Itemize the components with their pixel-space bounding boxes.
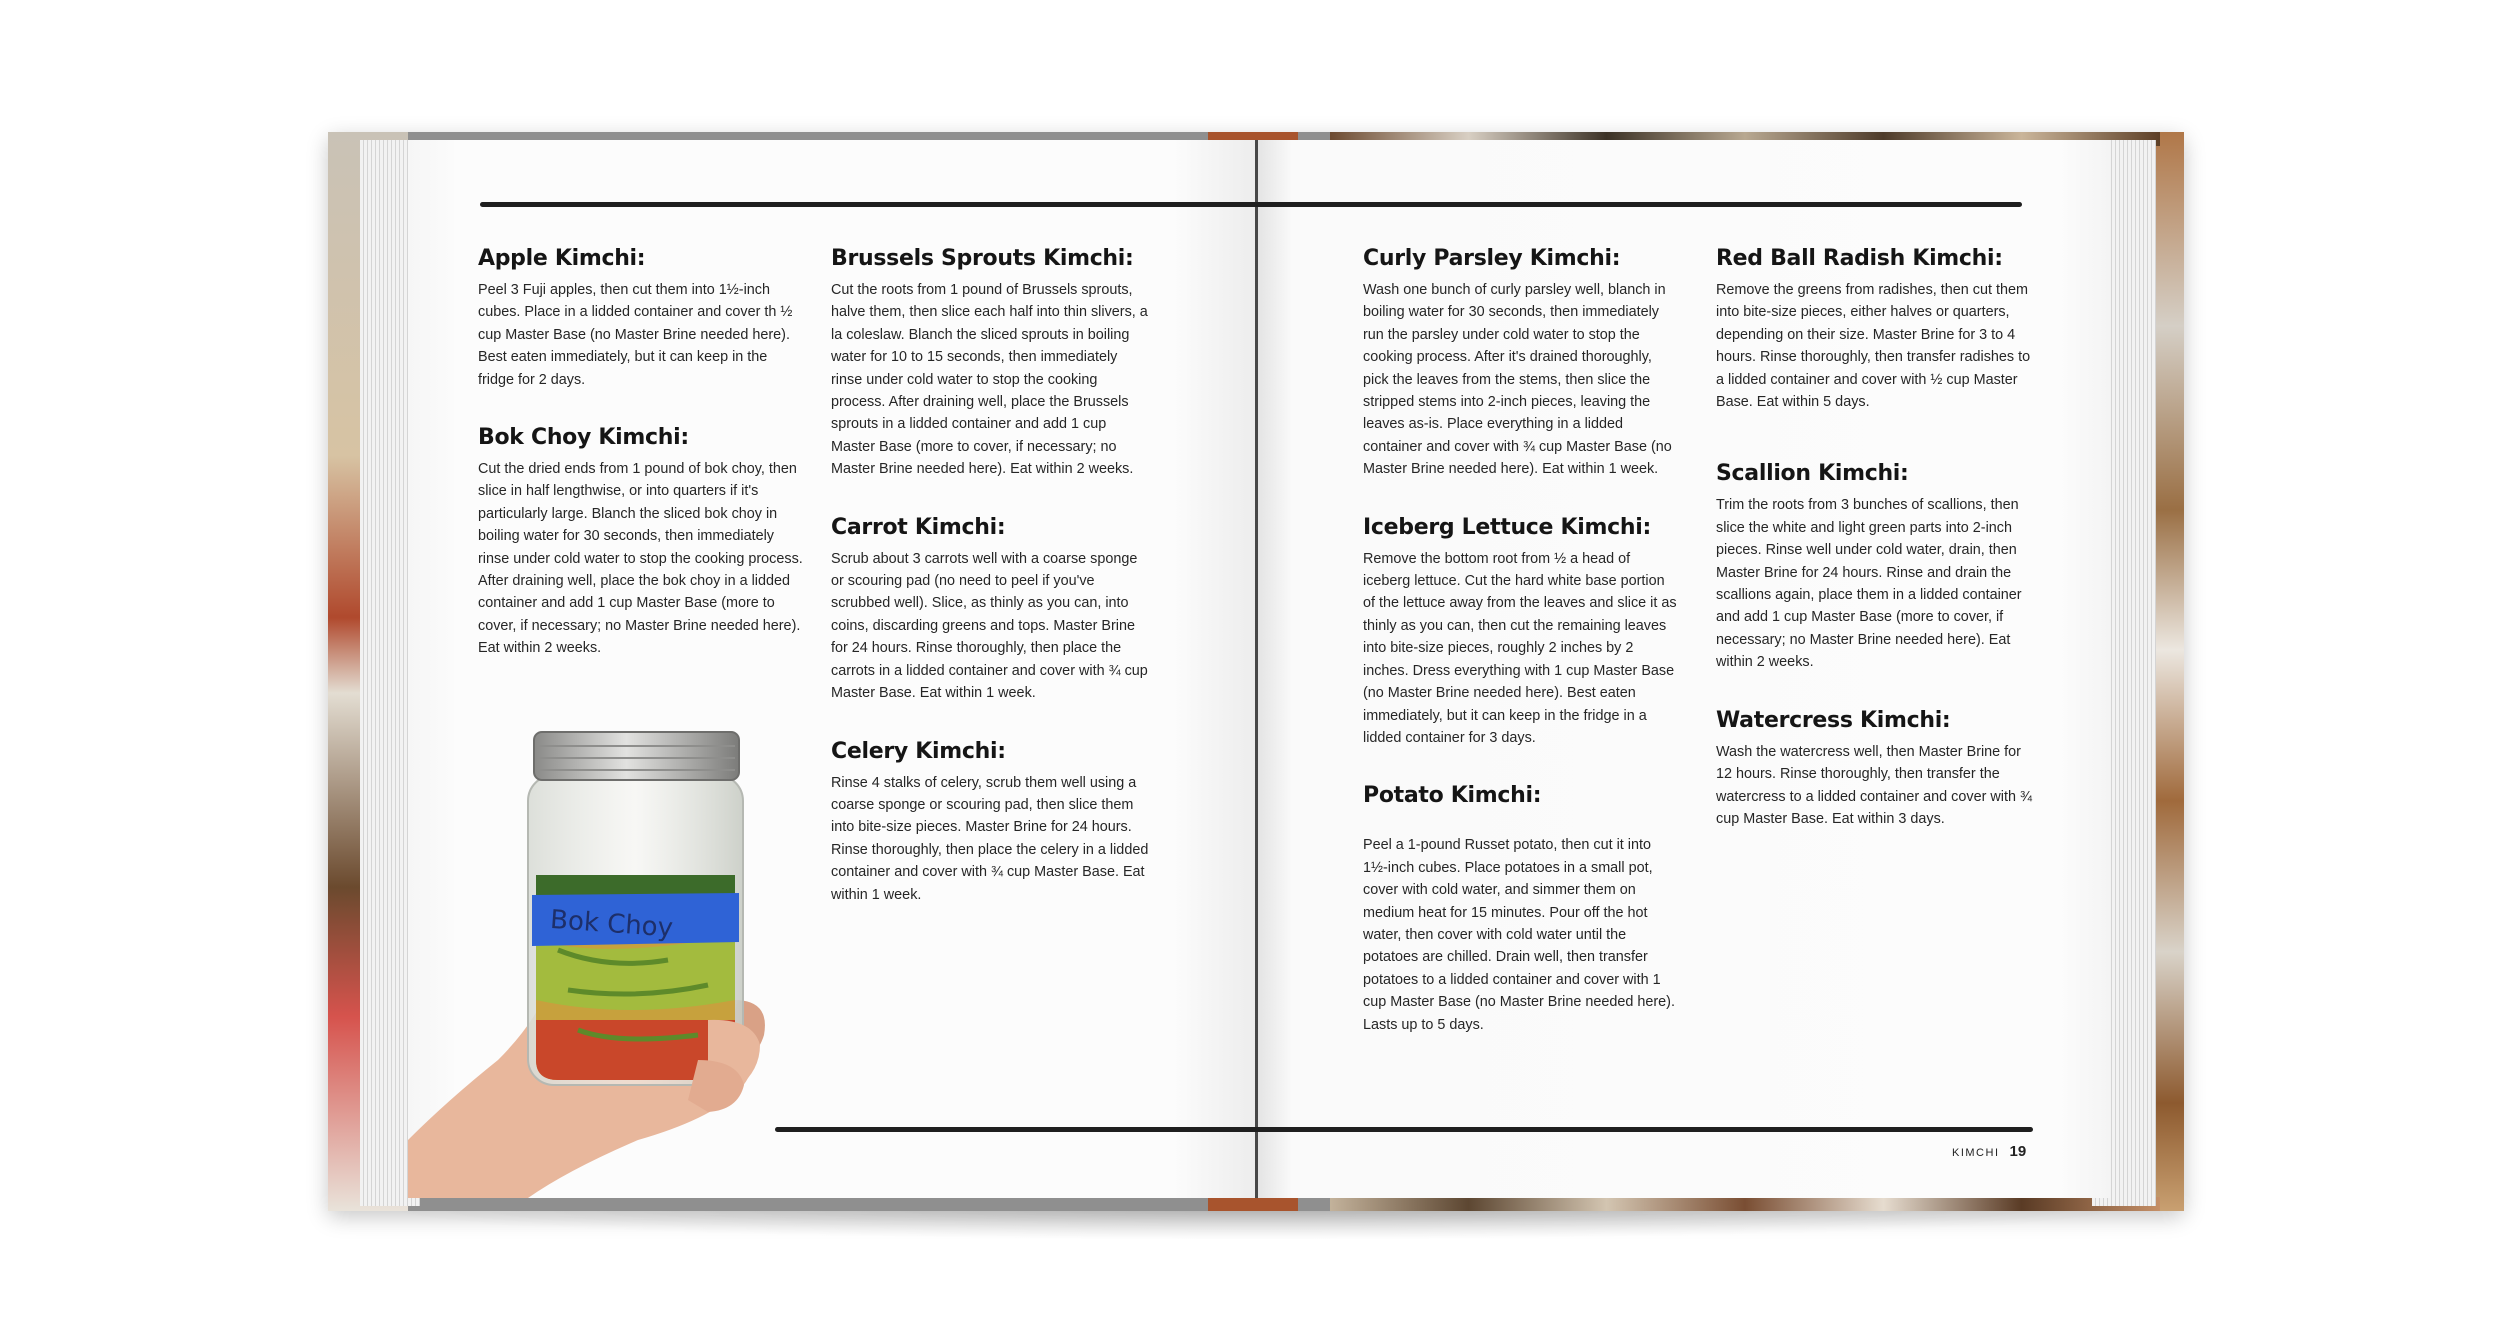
spine-headband-bottom — [1208, 1198, 1298, 1211]
recipe-body: Peel 3 Fuji apples, then cut them into 1½-inch cubes. Place in a lidded container and cover th ½ cup Master Base (no Master Brine needed here). Best eaten immediately, but it can keep in the fridge for 2 days. — [478, 282, 793, 388]
recipe-title: Curly Parsley Kimchi: — [1363, 246, 1621, 271]
recipe-potato-kimchi — [1363, 783, 1678, 1036]
recipe-body: Wash one bunch of curly parsley well, blanch in boiling water for 30 seconds, then immediately run the parsley under cold water to stop the cooking process. After it's drained thoroughly, pick the leaves from the stems, then slice the stripped stems into 2-inch pieces, leaving the leaves as-is. Place everything in a lidded container and cover with ¾ cup Master Base (no Master Brine needed here). Eat within 1 week. — [1363, 282, 1672, 478]
bok-choy-jar-photo — [408, 700, 808, 1198]
cover-photo-edge-bottom — [1330, 1197, 2160, 1211]
recipe-title: Red Ball Radish Kimchi: — [1716, 246, 2003, 271]
bottom-rule — [775, 1127, 2033, 1132]
recipe-body: Trim the roots from 3 bunches of scallions, then slice the white and light green parts into 2-inch pieces. Rinse well under cold water, drain, then Master Brine for 24 hours. Rinse and drain the scallions again, place them in a lidded container and add 1 cup Master Base (more to cover, if necessary; no Master Brine needed here). Eat within 2 weeks. — [1716, 497, 2022, 671]
recipe-body: Cut the roots from 1 pound of Brussels sprouts, halve them, then slice each half into thin slivers, a la coleslaw. Blanch the sliced sprouts in boiling water for 10 to 15 seconds, then immediately rinse under cold water to stop the cooking process. After draining well, place the Brussels sprouts in a lidded container and add 1 cup Master Base (more to cover, if necessary; no Master Brine needed here). Eat within 2 weeks. — [831, 282, 1148, 478]
recipe-body: Remove the bottom root from ½ a head of iceberg lettuce. Cut the hard white base portion of the lettuce away from the leaves and slice it as thinly as you can, then cut the remaining leaves into bite-size pieces, roughly 2 inches by 2 inches. Dress everything with 1 cup Master Base (no Master Brine needed here). Best eaten immediately, but it can keep in the fridge in a lidded container for 3 days. — [1363, 550, 1677, 746]
page-number: 19 — [2009, 1143, 2027, 1160]
recipe-apple-kimchi — [478, 246, 803, 391]
recipe-title: Apple Kimchi: — [478, 246, 646, 271]
recipe-curly-parsley-kimchi — [1363, 246, 1678, 481]
recipe-bok-choy-kimchi — [478, 425, 803, 660]
recipe-brussels-sprouts-kimchi — [831, 246, 1149, 481]
right-page-column-1 — [1363, 246, 1678, 1070]
top-rule — [480, 202, 2022, 207]
recipe-iceberg-lettuce-kimchi — [1363, 515, 1678, 750]
recipe-title: Brussels Sprouts Kimchi: — [831, 246, 1134, 271]
recipe-watercress-kimchi — [1716, 708, 2036, 831]
recipe-body: Wash the watercress well, then Master Brine for 12 hours. Rinse thoroughly, then transfer the watercress to a lidded container and cover with ¾ cup Master Base. Eat within 3 days. — [1716, 743, 2032, 827]
recipe-body: Scrub about 3 carrots well with a coarse sponge or scouring pad (no need to peel if you've scrubbed well). Slice, as thinly as you can, into coins, discarding greens and tops. Master Brine for 24 hours. Rinse thoroughly, then place the carrots in a lidded container and cover with ¾ cup Master Base. Eat within 1 week. — [831, 550, 1148, 702]
recipe-title: Scallion Kimchi: — [1716, 461, 1909, 487]
recipe-body: Remove the greens from radishes, then cut them into bite-size pieces, either halves or quarters, depending on their size. Master Brine for 3 to 4 hours. Rinse thoroughly, then transfer radishes to a lidded container and cover with ½ cup Master Base. Eat within 5 days. — [1716, 282, 2031, 411]
book-gutter — [1255, 140, 1258, 1198]
recipe-scallion-kimchi — [1716, 461, 2036, 673]
recipe-title: Celery Kimchi: — [831, 738, 1006, 764]
recipe-title: Bok Choy Kimchi: — [478, 425, 689, 451]
left-page-column-1 — [478, 246, 803, 694]
recipe-body: Rinse 4 stalks of celery, scrub them well using a coarse sponge or scouring pad, then slice them into bite-size pieces. Master Brine for 24 hours. Rinse thoroughly, then place the celery in a lidded container and cover with ¾ cup Master Base. Eat within 1 week. — [831, 774, 1149, 903]
right-page-column-2 — [1716, 246, 2036, 864]
recipe-red-ball-radish-kimchi — [1716, 246, 2036, 413]
recipe-celery-kimchi — [831, 739, 1149, 906]
recipe-body: Cut the dried ends from 1 pound of bok choy, then slice in half lengthwise, or into quarters if it's particularly large. Blanch the sliced bok choy in boiling water for 30 seconds, then immediately rinse under cold water to stop the cooking process. After draining well, place the bok choy in a lidded container and add 1 cup Master Base (more to cover, if necessary; no Master Brine needed here). Eat within 2 weeks. — [478, 461, 803, 657]
running-footer-section: KIMCHI — [1952, 1147, 2000, 1159]
jar-lid — [534, 732, 739, 780]
recipe-title: Carrot Kimchi: — [831, 514, 1006, 540]
left-page-column-2 — [831, 246, 1149, 940]
recipe-title: Iceberg Lettuce Kimchi: — [1363, 514, 1651, 540]
recipe-body: Peel a 1-pound Russet potato, then cut it into 1½-inch cubes. Place potatoes in a small pot, cover with cold water, and simmer them on medium heat for 15 minutes. Pour off the hot water, then cover with cold water until the potatoes are chilled. Drain well, then transfer potatoes to a lidded container and cover with 1 cup Master Base (no Master Brine needed here). Lasts up to 5 days. — [1363, 837, 1675, 1033]
recipe-title: Watercress Kimchi: — [1716, 707, 1951, 733]
recipe-title: Potato Kimchi: — [1363, 783, 1542, 809]
recipe-carrot-kimchi — [831, 515, 1149, 705]
jar-label-text: Bok Choy — [549, 904, 674, 944]
page-folio — [1952, 1143, 2026, 1161]
